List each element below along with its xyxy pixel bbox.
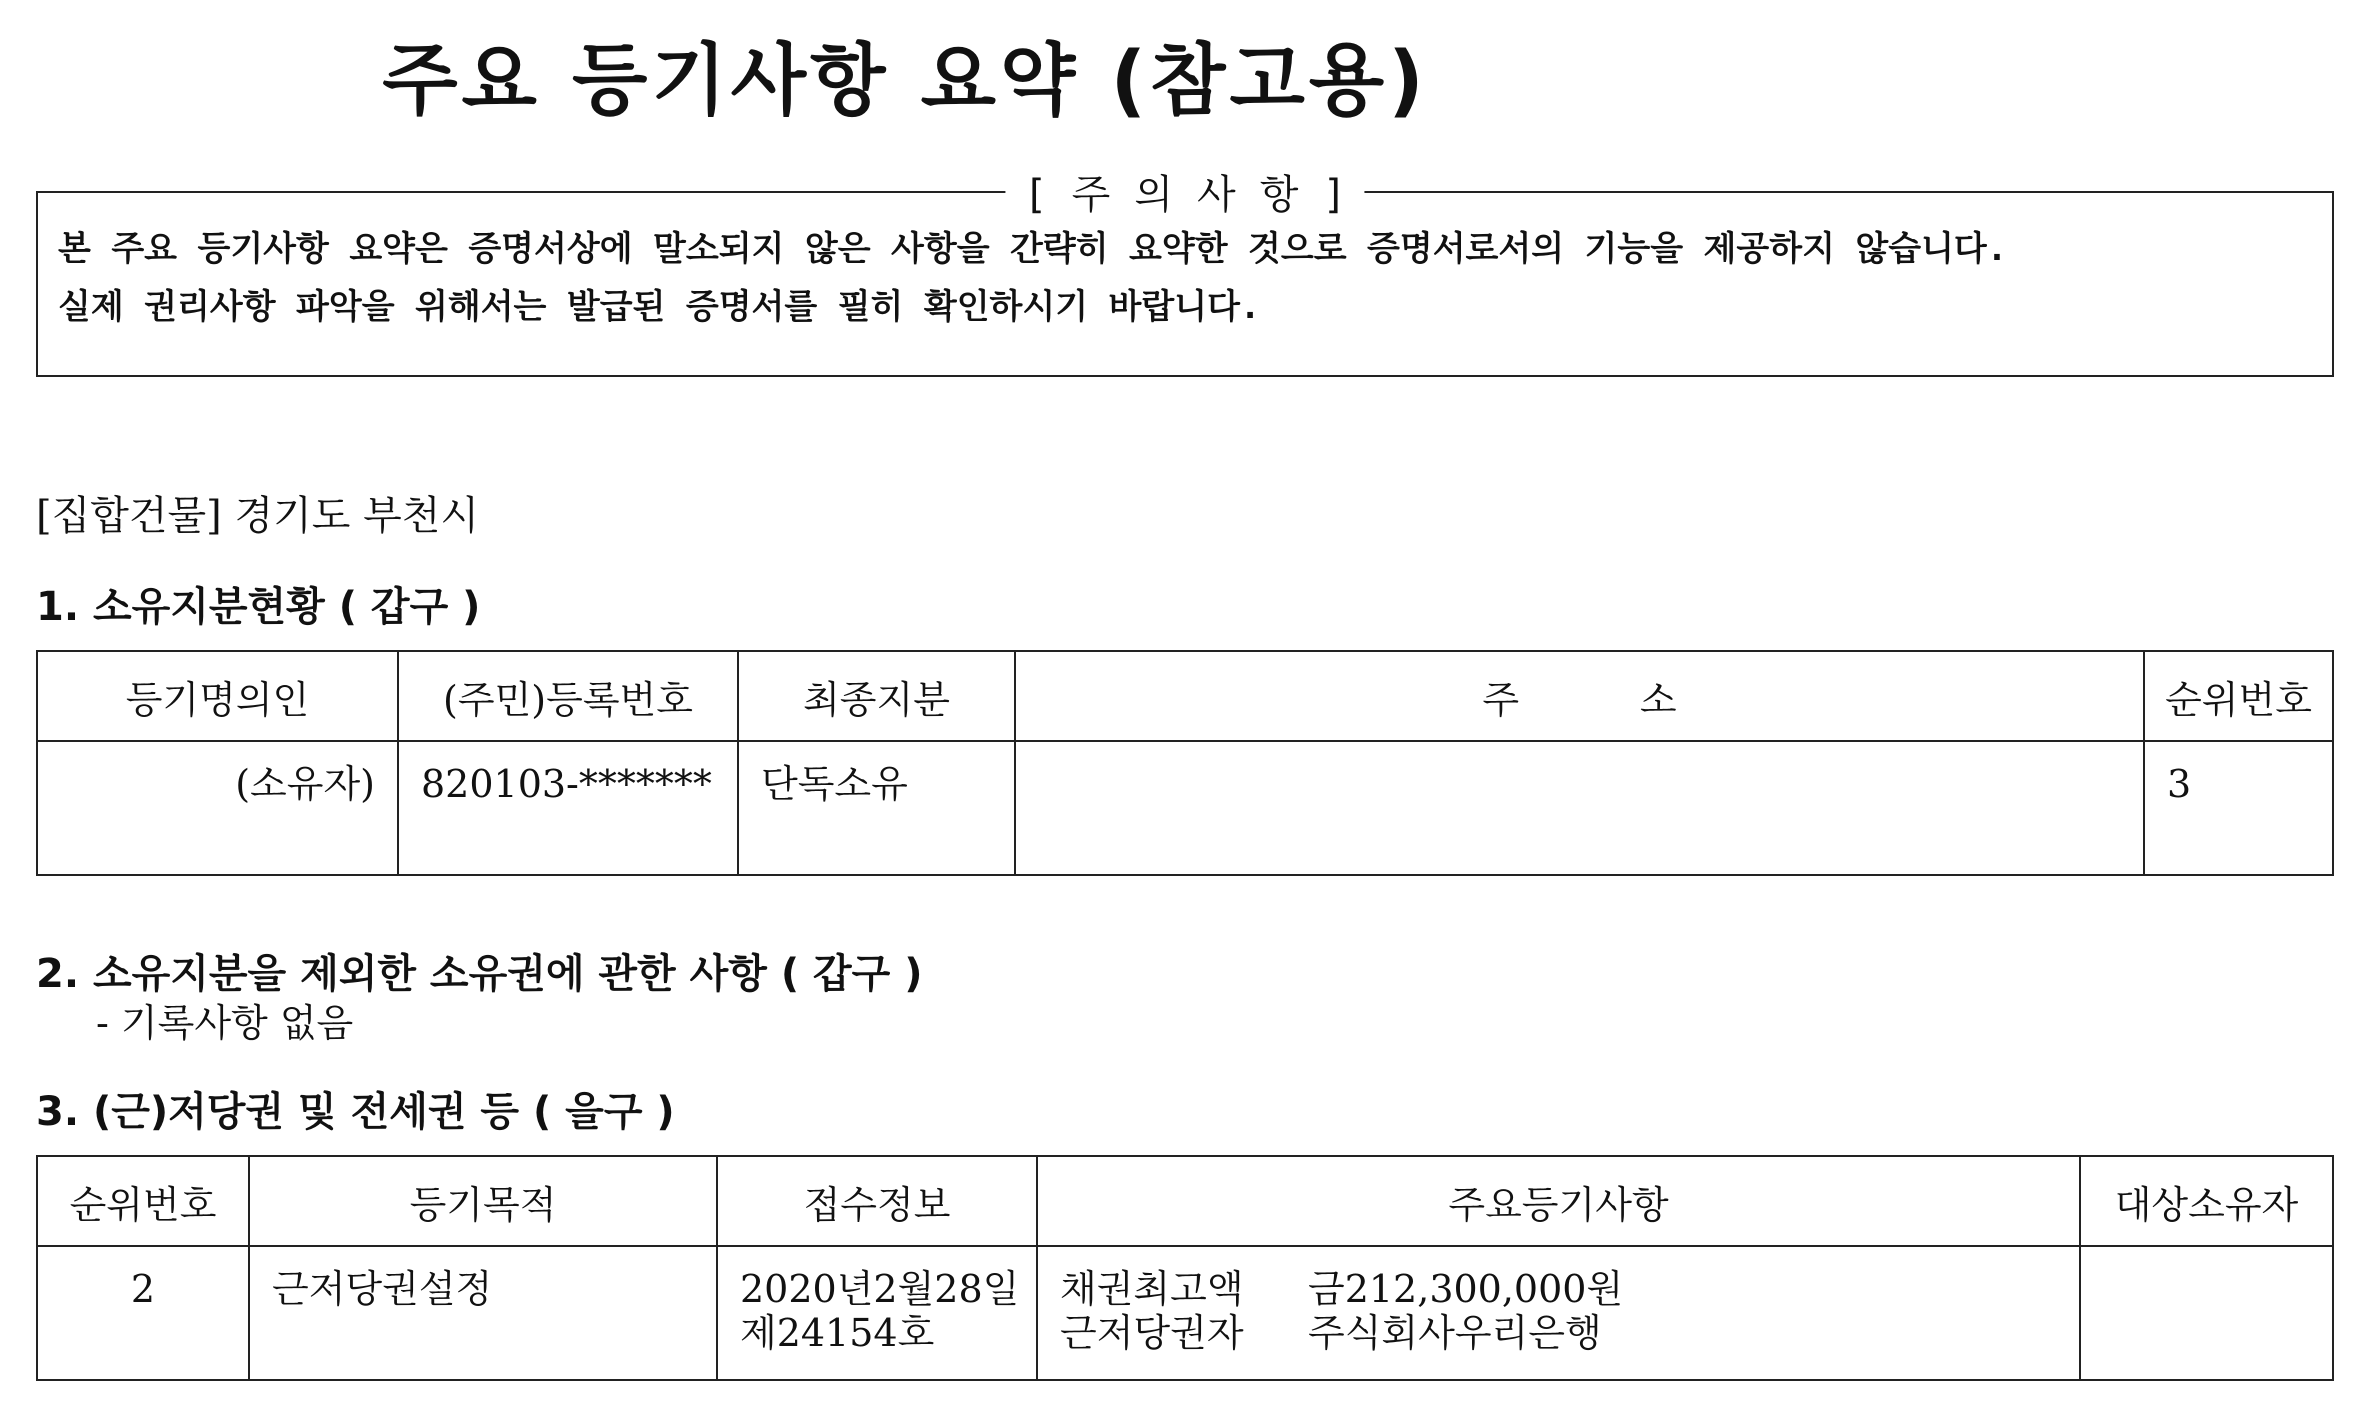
owner-cell: (소유자) [37, 741, 398, 875]
table-row [37, 1246, 2333, 1380]
ownership-table [36, 650, 2334, 876]
section3-title: 3. (근)저당권 및 전세권 등 ( 을구 ) [36, 1089, 675, 1135]
target-owner-cell [2080, 1246, 2333, 1380]
receipt-number: 제24154호 [740, 1311, 935, 1355]
col-header-rank: 순위번호 [2144, 651, 2333, 741]
property-type-location: [집합건물] 경기도 부천시 [36, 493, 480, 539]
mortgage-table [36, 1155, 2334, 1381]
notice-box [36, 172, 2334, 377]
table-header-row [37, 1156, 2333, 1246]
rank-cell: 3 [2144, 741, 2333, 875]
main-item-row [1060, 1311, 2057, 1355]
main-item-key: 근저당권자 [1060, 1311, 1244, 1355]
purpose-cell: 근저당권설정 [249, 1246, 717, 1380]
main-item-value: 금212,300,000원 [1308, 1267, 1624, 1311]
section2-note: - 기록사항 없음 [96, 1001, 354, 1045]
main-item-row [1060, 1267, 2057, 1311]
col-header-share: 최종지분 [738, 651, 1015, 741]
col-header-main-items: 주요등기사항 [1037, 1156, 2080, 1246]
col-header-purpose: 등기목적 [249, 1156, 717, 1246]
receipt-cell [717, 1246, 1037, 1380]
reg-no-cell: 820103-******* [398, 741, 738, 875]
section1-title: 1. 소유지분현황 ( 갑구 ) [36, 584, 481, 630]
col-header-target-owner: 대상소유자 [2080, 1156, 2333, 1246]
receipt-date: 2020년2월28일 [740, 1267, 1020, 1311]
col-header-owner: 등기명의인 [37, 651, 398, 741]
page-title: 주요 등기사항 요약 (참고용) [382, 36, 1428, 126]
main-items-cell [1037, 1246, 2080, 1380]
table-row [37, 741, 2333, 875]
share-cell: 단독소유 [738, 741, 1015, 875]
col-header-rank: 순위번호 [37, 1156, 249, 1246]
col-header-reg-no: (주민)등록번호 [398, 651, 738, 741]
notice-line-1: 본 주요 등기사항 요약은 증명서상에 말소되지 않은 사항을 간략히 요약한 것으로 증명서로서의 기능을 제공하지 않습니다. [58, 229, 2008, 269]
col-header-receipt: 접수정보 [717, 1156, 1037, 1246]
rank-cell: 2 [37, 1246, 249, 1380]
col-header-address: 주 소 [1015, 651, 2144, 741]
section2-title: 2. 소유지분을 제외한 소유권에 관한 사항 ( 갑구 ) [36, 951, 923, 997]
main-item-value: 주식회사우리은행 [1308, 1311, 1602, 1355]
address-cell [1015, 741, 2144, 875]
notice-line-2: 실제 권리사항 파악을 위해서는 발급된 증명서를 필히 확인하시기 바랍니다. [58, 287, 1261, 327]
main-item-key: 채권최고액 [1060, 1267, 1244, 1311]
notice-heading: [ 주 의 사 항 ] [1005, 163, 1364, 220]
table-header-row [37, 651, 2333, 741]
